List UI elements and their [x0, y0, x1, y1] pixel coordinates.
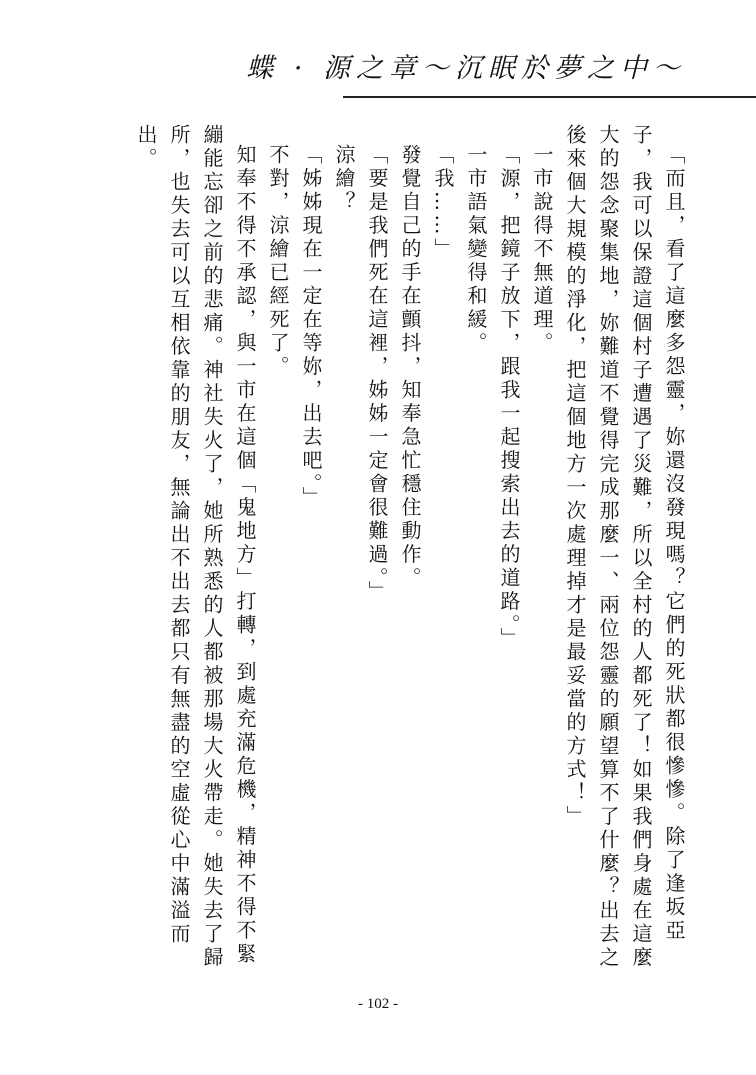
paragraph-8: 涼繪？ — [332, 144, 356, 215]
paragraph-7: 「要是我們死在這裡，姊姊一定會很難過。」 — [365, 144, 389, 604]
paragraph-2: 一市說得不無道理。 — [530, 144, 554, 356]
paragraph-1: 「而且，看了這麼多怨靈，妳還沒發現嗎？它們的死狀都很慘慘。除了逢坂亞子，我可以保證這個村子遭遇了災難，所以全村的人都死了！如果我們身處在這麼大的怨念聚集地，妳難道不覺得完成那麼一、兩位怨靈的願望算不了什麼？出去之後來個大規模的淨化，把這個地方一次處理掉才是最妥當的方式！」 — [563, 124, 686, 970]
body-text — [90, 124, 690, 974]
running-title: 蝶 · 源之章～沉眠於夢之中～ — [246, 53, 686, 84]
paragraph-4: 一市語氣變得和緩。 — [464, 144, 488, 356]
header-rule — [343, 96, 756, 98]
paragraph-6: 發覺自己的手在顫抖，知奉急忙穩住動作。 — [398, 144, 422, 591]
paragraph-9: 「姊姊現在一定在等妳，出去吧。」 — [299, 144, 323, 510]
page-number: - 102 - — [358, 996, 398, 1012]
paragraph-3: 「源，把鏡子放下，跟我一起搜索出去的道路。」 — [497, 144, 521, 651]
paragraph-11: 知奉不得不承認，與一市在這個「鬼地方」打轉，到處充滿危機，精神不得不緊繃能忘卻之前的悲痛。神社失火了，她所熟悉的人都被那場大火帶走。她失去了歸所，也失去可以互相依靠的朋友，無論出不出去都只有無盡的空虛從心中滿溢而出。 — [134, 124, 257, 970]
paragraph-5: 「我……」 — [431, 144, 455, 262]
paragraph-10: 不對，涼繪已經死了。 — [266, 144, 290, 379]
